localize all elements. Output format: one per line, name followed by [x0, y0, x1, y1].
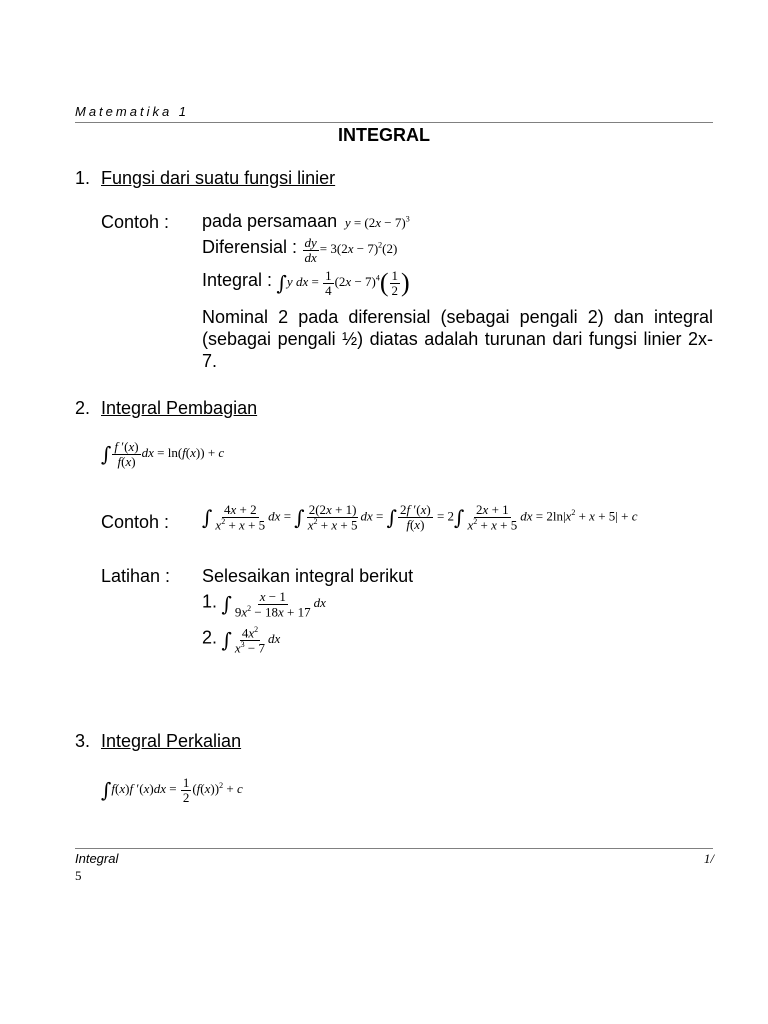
equation-integral: ∫y dx = $\frac{1}{4}$ $(2x - 7)^4$( $\frac{1}{2}$ )	[276, 267, 410, 298]
exercise-item-number: 1.	[202, 591, 218, 612]
example-1-line-2	[202, 236, 397, 264]
section-title: Fungsi dari suatu fungsi linier	[101, 168, 336, 188]
section-3-heading	[75, 731, 241, 752]
footer-rule	[75, 848, 713, 849]
example-1-line-3-text: Integral :	[202, 269, 273, 290]
footer-page: 1/	[703, 851, 714, 866]
formula-division: ∫ $\frac{f '(x)}{f(x)}$ dx = ln(f(x)) + c	[101, 439, 225, 469]
example-1-line-3	[202, 268, 410, 298]
section-number: 3.	[75, 731, 91, 751]
equation-y: $y = (2x - 7)^3$	[344, 214, 410, 230]
example-1-line-1	[202, 211, 410, 232]
footer-left: Integral	[75, 851, 119, 866]
exercise-label: Latihan :	[101, 566, 171, 586]
exercise-item-2	[202, 626, 280, 655]
example-2-label: Contoh :	[101, 512, 170, 532]
formula-multiplication: ∫f(x)f ′(x)dx = $\frac{1}{2}$ $(f(x))^2 + c$	[101, 775, 243, 805]
example-2-equation: ∫ $\frac{4x + 2}{x^2 + x + 5}$ dx = ∫ $\frac{2(2x + 1)}{x^2 + x + 5}$ dx = ∫ $\frac{2f '(x)}{f(x)}$ = 2∫ $\frac{2x + 1}{x^2 + x + 5}$ dx = $2\ln|x^2 + x + 5| + c$	[202, 502, 638, 532]
example-1-label: Contoh :	[101, 212, 170, 232]
section-number: 1.	[75, 168, 91, 188]
exercise-item-number: 2.	[202, 627, 218, 648]
exercise-item-1	[202, 590, 326, 619]
section-title: Integral Perkalian	[101, 731, 242, 751]
section-2-heading	[75, 398, 257, 419]
footer-page-total: 5	[75, 868, 82, 883]
exercise-2-equation: ∫ $\frac{4x^2}{x^3 - 7}$ dx	[221, 625, 281, 656]
exercise-instruction: Selesaikan integral berikut	[202, 566, 414, 586]
header-rule	[75, 122, 713, 123]
example-1-line-2-text: Diferensial :	[202, 237, 298, 258]
equation-derivative: $\frac{dy}{dx}$ = $3(2x - 7)^2(2)$	[304, 235, 398, 265]
header-course: Matematika 1	[75, 104, 190, 119]
section-number: 2.	[75, 398, 91, 418]
example-1-line-1-text: pada persamaan	[202, 211, 338, 231]
section-1-heading	[75, 168, 335, 189]
exercise-1-equation: ∫ $\frac{x - 1}{9x^2 - 18x + 17}$ dx	[221, 589, 326, 619]
page-title: INTEGRAL	[338, 125, 430, 145]
example-1-paragraph: Nominal 2 pada diferensial (sebagai pengali 2) dan integral (sebagai pengali ½) diatas adalah turunan dari fungsi linier 2x-7.	[202, 307, 713, 371]
section-title: Integral Pembagian	[101, 398, 258, 418]
